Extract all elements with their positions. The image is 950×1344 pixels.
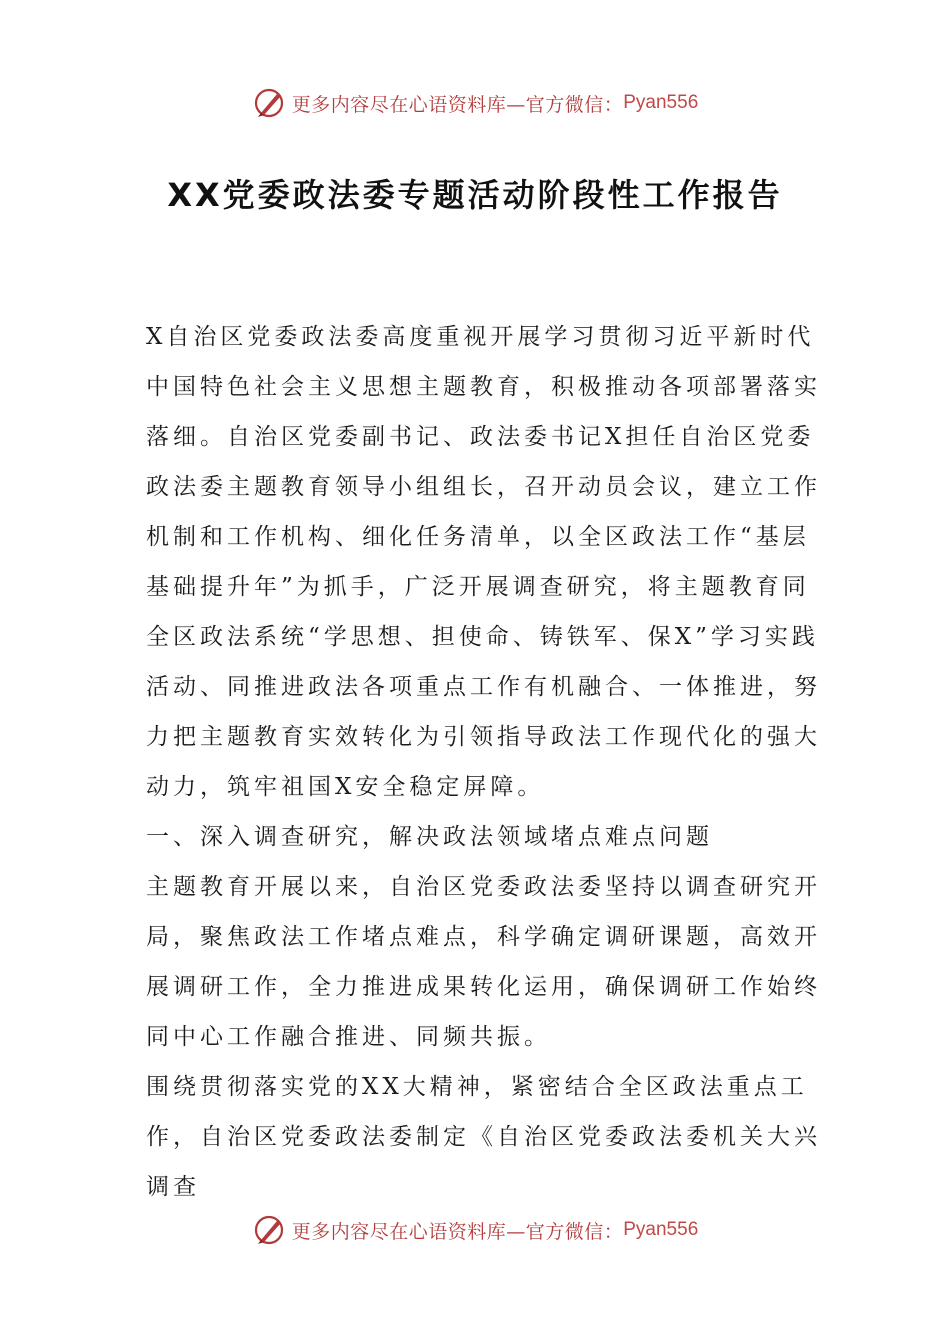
paragraph-intro: X自治区党委政法委高度重视开展学习贯彻习近平新时代中国特色社会主义思想主题教育，积极推动各项部署落实落细。自治区党委副书记、政法委书记X担任自治区党委政法委主题教育领导小组组长，召开动员会议，建立工作机制和工作机构、细化任务清单，以全区政法工作“基层基础提升年”为抓手，广泛开展调查研究，将主题教育同全区政法系统“学思想、担使命、铸铁军、保X”学习实践活动、同推进政法各项重点工作有机融合、一体推进，努力把主题教育实效转化为引领指导政法工作现代化的强大动力，筑牢祖国X安全稳定屏障。 (146, 324, 821, 800)
watermark-header (0, 83, 950, 123)
section-heading-1: 一、深入调查研究，解决政法领域堵点难点问题 (146, 824, 713, 850)
watermark-footer (0, 1210, 950, 1250)
document-title: XX党委政法委专题活动阶段性工作报告 (167, 176, 783, 214)
document-body (146, 312, 826, 1212)
pen-logo-icon (252, 1213, 286, 1247)
watermark-wechat-id: Pyan556 (623, 92, 699, 113)
paragraph-xx-congress: 围绕贯彻落实党的XX大精神，紧密结合全区政法重点工作，自治区党委政法委制定《自治区党委政法委机关大兴调查 (146, 1074, 821, 1200)
watermark-wechat-id: Pyan556 (623, 1219, 699, 1240)
paragraph-research: 主题教育开展以来，自治区党委政法委坚持以调查研究开局，聚焦政法工作堵点难点，科学确定调研课题，高效开展调研工作，全力推进成果转化运用，确保调研工作始终同中心工作融合推进、同频共振。 (146, 874, 821, 1050)
pen-logo-icon (252, 86, 286, 120)
watermark-text: 更多内容尽在心语资料库—官方微信： (291, 1220, 624, 1243)
watermark-text: 更多内容尽在心语资料库—官方微信： (291, 93, 624, 116)
